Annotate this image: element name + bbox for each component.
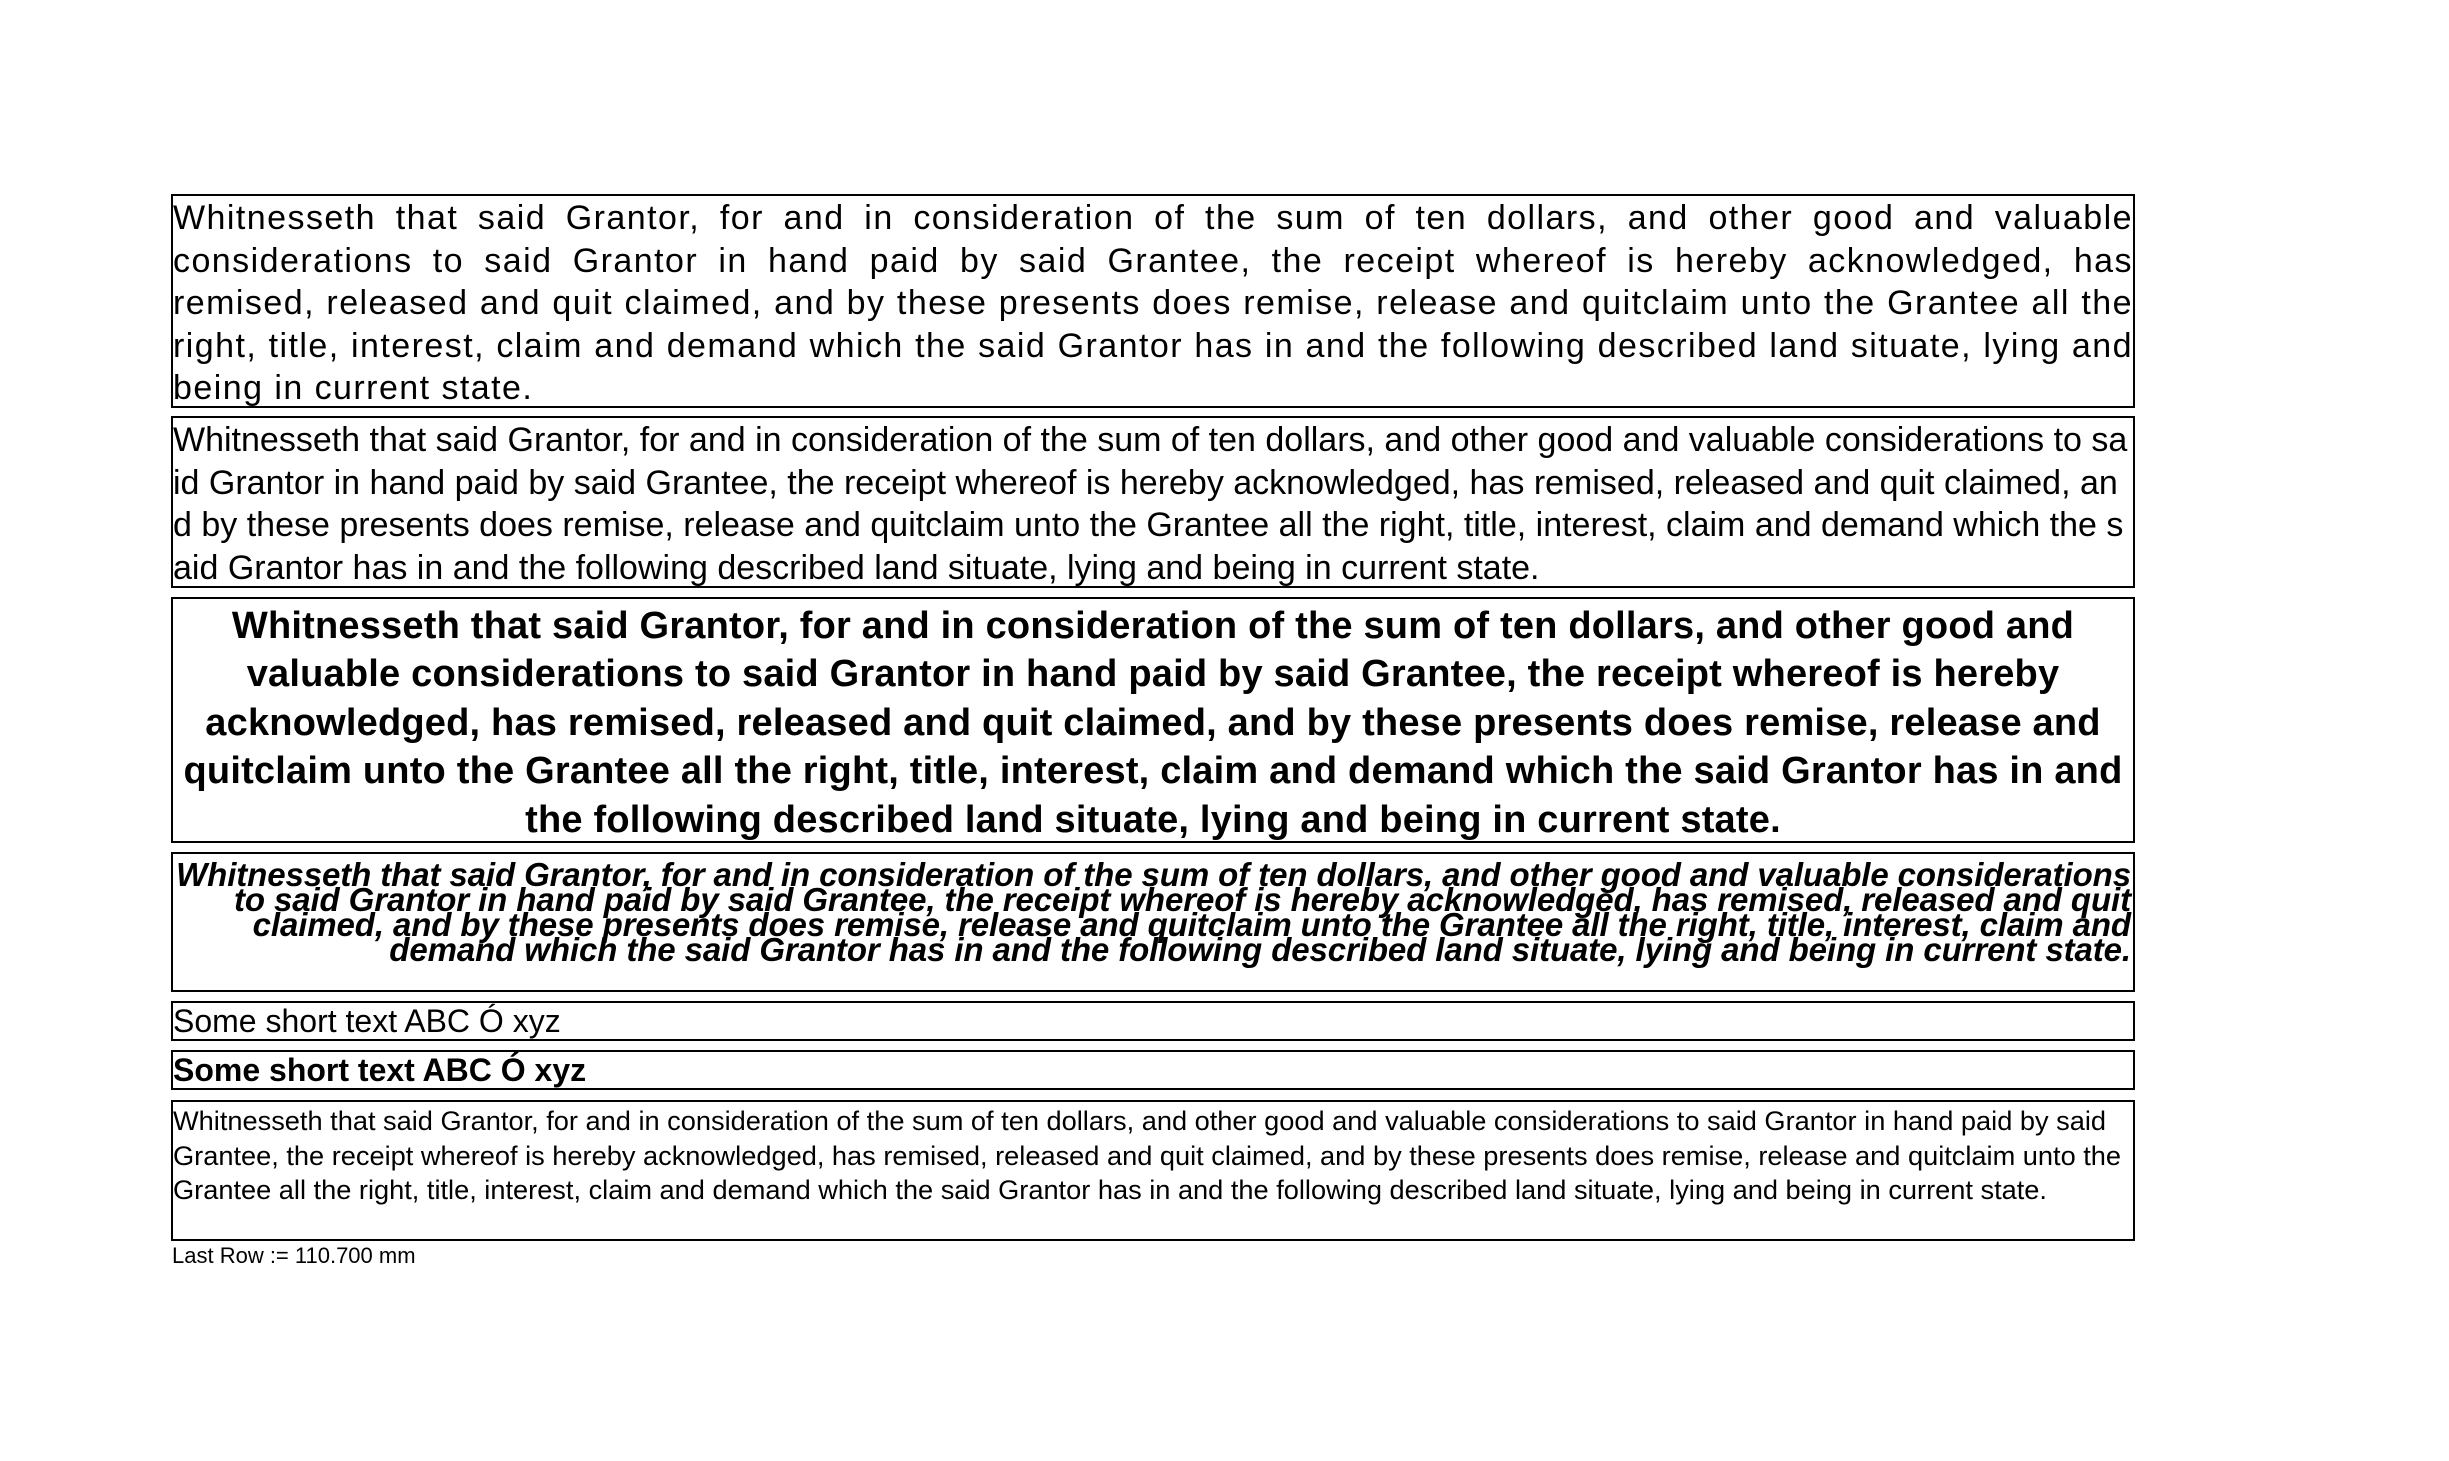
text-cell-short-bold (171, 1050, 2135, 1090)
cell-text: Whitnesseth that said Grantor, for and in consideration of the sum of ten dollars, and other good and valuable considerations to said Grantor in hand paid by said Grantee, the receipt whereof is hereby acknowledged, has remised, released and quit claimed, and by these presents does remise, release and quitclaim unto the Grantee all the right, title, interest, claim and demand which the said Grantor has in and the following described land situate, lying and being in current state. (176, 856, 2131, 968)
cell-text: Whitnesseth that said Grantor, for and in consideration of the sum of ten dollars, and other good and valuable considerations to said Grantor in hand paid by said Grantee, the receipt whereof is hereby acknowledged, has remised, released and quit claimed, and by these presents does remise, release and quitclaim unto the Grantee all the right, title, interest, claim and demand which the said Grantor has in and the following described land situate, lying and being in current state. (173, 1105, 2122, 1205)
text-cell-bold-centered (171, 597, 2135, 843)
cell-text: Whitnesseth that said Grantor, for and in consideration of the sum of ten dollars, and other good and valuable considerations to said Grantor in hand paid by said Grantee, the receipt whereof is hereby acknowledged, has remised, released and quit claimed, and by these presents does remise, release and quitclaim unto the Grantee all the right, title, interest, claim and demand which the said Grantor has in and the following described land situate, lying and being in current state. (173, 421, 2128, 587)
text-cell-justified (171, 194, 2135, 408)
text-cell-small (171, 1100, 2135, 1241)
cell-text: Some short text ABC Ó xyz (173, 1003, 561, 1039)
text-cell-bold-italic-right (171, 852, 2135, 992)
text-cell-short (171, 1001, 2135, 1041)
text-cell-char-wrap (171, 416, 2135, 588)
cell-text: Whitnesseth that said Grantor, for and in consideration of the sum of ten dollars, and other good and valuable considerations to said Grantor in hand paid by said Grantee, the receipt whereof is hereby acknowledged, has remised, released and quit claimed, and by these presents does remise, release and quitclaim unto the Grantee all the right, title, interest, claim and demand which the said Grantor has in and the following described land situate, lying and being in current state. (173, 199, 2133, 407)
last-row-footer: Last Row := 110.700 mm (172, 1243, 416, 1268)
cell-text: Whitnesseth that said Grantor, for and in consideration of the sum of ten dollars, and other good and valuable considerations to said Grantor in hand paid by said Grantee, the receipt whereof is hereby acknowledged, has remised, released and quit claimed, and by these presents does remise, release and quitclaim unto the Grantee all the right, title, interest, claim and demand which the said Grantor has in and the following described land situate, lying and being in current state. (183, 605, 2123, 841)
cell-text: Some short text ABC Ó xyz (173, 1052, 587, 1088)
